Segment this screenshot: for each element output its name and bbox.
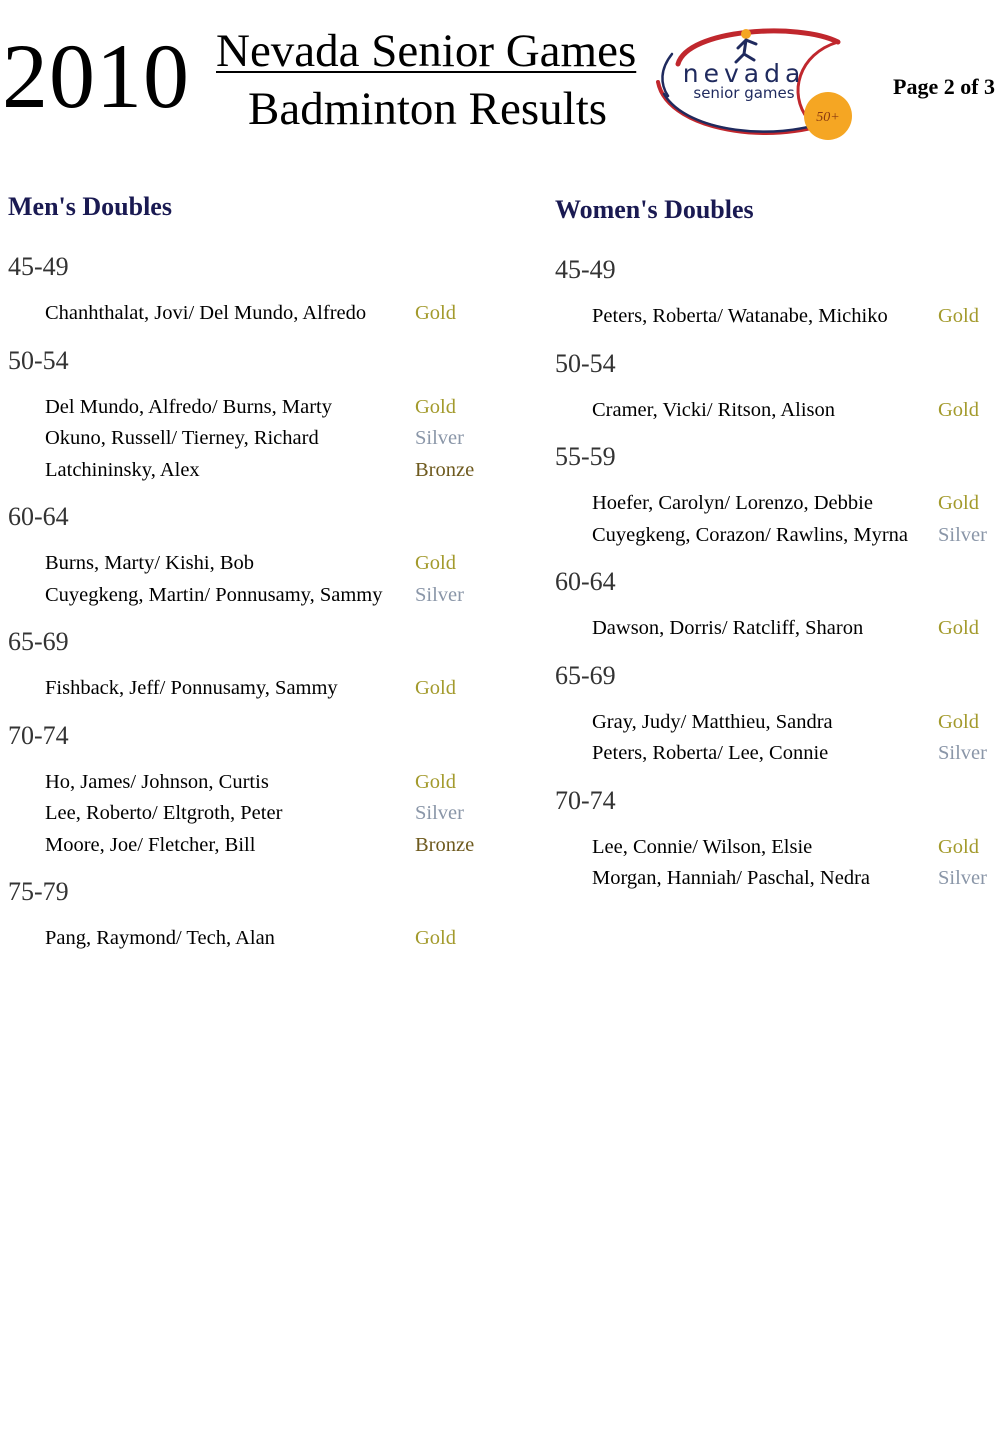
medal-gold: Gold — [415, 677, 456, 699]
team-names: Lee, Roberto/ Eltgroth, Peter — [45, 802, 283, 824]
team-names: Cuyegkeng, Martin/ Ponnusamy, Sammy — [45, 583, 383, 606]
result-row — [8, 673, 498, 705]
medal-gold: Gold — [415, 770, 456, 793]
team-names: Okuno, Russell/ Tierney, Richard — [45, 427, 319, 449]
team-names: Cuyegkeng, Corazon/ Rawlins, Myrna — [592, 523, 908, 546]
age-group-label: 70-74 — [555, 785, 616, 815]
team-names: Fishback, Jeff/ Ponnusamy, Sammy — [45, 677, 338, 699]
age-group — [8, 721, 498, 878]
medal-gold: Gold — [415, 302, 456, 324]
age-group — [555, 442, 1000, 567]
medal-silver: Silver — [938, 867, 987, 889]
age-group-label: 60-64 — [555, 567, 616, 596]
age-group — [8, 627, 498, 721]
medal-gold: Gold — [938, 617, 979, 639]
result-row — [8, 798, 498, 830]
page-indicator: Page 2 of 3 — [893, 74, 996, 99]
womens-doubles-heading: Women's Doubles — [555, 195, 754, 224]
result-row — [8, 455, 498, 487]
medal-silver: Silver — [415, 583, 464, 606]
age-group — [555, 349, 1000, 443]
result-row — [8, 298, 498, 330]
age-group — [555, 786, 1000, 911]
medal-gold: Gold — [938, 398, 979, 421]
result-row — [8, 548, 498, 580]
age-group-label: 65-69 — [8, 627, 69, 656]
year-title: 2010 — [2, 25, 190, 127]
logo-subtitle: senior games — [693, 84, 795, 102]
age-group-label: 60-64 — [8, 502, 69, 531]
result-row — [555, 488, 1000, 520]
medal-silver: Silver — [415, 802, 464, 824]
result-row — [8, 923, 498, 955]
result-row — [8, 392, 498, 424]
medal-gold: Gold — [938, 305, 979, 327]
result-row — [8, 830, 498, 862]
medal-silver: Silver — [938, 742, 987, 764]
age-group-label: 75-79 — [8, 877, 69, 906]
result-row — [8, 423, 498, 455]
age-group-label: 50-54 — [555, 348, 616, 378]
age-group — [8, 502, 498, 627]
logo-badge-text: 50+ — [816, 110, 840, 125]
age-group-label: 45-49 — [8, 252, 69, 281]
age-group — [555, 567, 1000, 661]
team-names: Chanhthalat, Jovi/ Del Mundo, Alfredo — [45, 302, 367, 324]
team-names: Burns, Marty/ Kishi, Bob — [45, 552, 254, 574]
medal-silver: Silver — [938, 523, 987, 546]
team-names: Hoefer, Carolyn/ Lorenzo, Debbie — [592, 492, 873, 514]
nevada-senior-games-logo — [648, 24, 858, 146]
logo-word: nevada — [682, 59, 806, 88]
event-subtitle: Badminton Results — [248, 83, 608, 135]
team-names: Gray, Judy/ Matthieu, Sandra — [592, 710, 833, 733]
age-group-label: 45-49 — [555, 255, 616, 284]
womens-doubles-column — [555, 193, 1000, 911]
age-group-label: 65-69 — [555, 660, 616, 690]
result-row — [555, 613, 1000, 645]
team-names: Ho, James/ Johnson, Curtis — [45, 770, 269, 793]
medal-gold: Gold — [415, 927, 456, 949]
age-group — [8, 346, 498, 503]
age-group — [8, 252, 498, 346]
result-row — [8, 767, 498, 799]
age-group-label: 50-54 — [8, 345, 69, 375]
event-title: Nevada Senior Games — [216, 25, 637, 77]
team-names: Peters, Roberta/ Watanabe, Michiko — [592, 305, 888, 327]
medal-silver: Silver — [415, 427, 464, 449]
medal-bronze: Bronze — [415, 458, 475, 481]
team-names: Del Mundo, Alfredo/ Burns, Marty — [45, 395, 332, 418]
age-group-label: 70-74 — [8, 720, 69, 750]
medal-gold: Gold — [415, 552, 456, 574]
result-row — [555, 832, 1000, 864]
age-group-label: 55-59 — [555, 442, 616, 471]
age-group — [8, 877, 498, 971]
result-row — [8, 580, 498, 612]
result-row — [555, 738, 1000, 770]
team-names: Cramer, Vicki/ Ritson, Alison — [592, 398, 835, 421]
team-names: Pang, Raymond/ Tech, Alan — [45, 927, 275, 949]
team-names: Lee, Connie/ Wilson, Elsie — [592, 835, 813, 858]
mens-doubles-column — [8, 190, 498, 971]
result-row — [555, 395, 1000, 427]
age-group — [555, 661, 1000, 786]
team-names: Peters, Roberta/ Lee, Connie — [592, 742, 829, 764]
medal-gold: Gold — [938, 835, 979, 858]
result-row — [555, 301, 1000, 333]
medal-gold: Gold — [938, 710, 979, 733]
team-names: Latchininsky, Alex — [45, 458, 200, 481]
result-row — [555, 863, 1000, 895]
team-names: Morgan, Hanniah/ Paschal, Nedra — [592, 867, 871, 889]
mens-doubles-heading: Men's Doubles — [8, 192, 172, 221]
team-names: Moore, Joe/ Fletcher, Bill — [45, 833, 256, 856]
mens-doubles-groups — [8, 252, 498, 971]
team-names: Dawson, Dorris/ Ratcliff, Sharon — [592, 617, 864, 639]
womens-doubles-groups — [555, 255, 1000, 911]
age-group — [555, 255, 1000, 349]
result-row — [555, 520, 1000, 552]
medal-gold: Gold — [938, 492, 979, 514]
result-row — [555, 707, 1000, 739]
medal-bronze: Bronze — [415, 833, 475, 856]
medal-gold: Gold — [415, 395, 456, 418]
